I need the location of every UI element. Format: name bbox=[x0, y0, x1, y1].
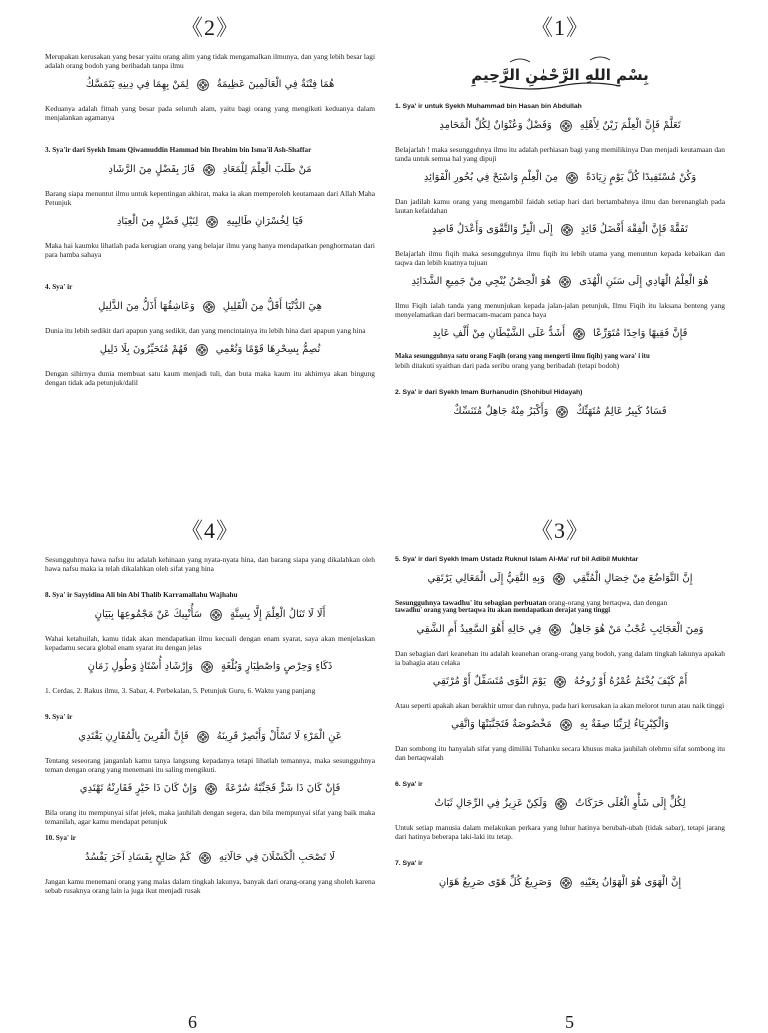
translation: Dunia itu lebih sedikit dari apapun yang sedikit, dan yang mencintainya itu lebih hina dari apapun yang hina bbox=[45, 326, 366, 335]
arabic-verse bbox=[45, 780, 375, 798]
verse-separator-icon bbox=[197, 79, 209, 91]
arabic-verse bbox=[45, 606, 375, 624]
verse-first-half: هِيَ الدُّنْيَا أَقَلُّ مِنَ الْقَلِيلِ bbox=[222, 301, 322, 312]
verse-second-half: وَلَكِنْ عَزِيزٌ فِي الرِّجَالِ ثَبَاتُ bbox=[434, 798, 548, 809]
verse-second-half: وَإِنْ كَانَ ذَا خَيْرٍ فَقَارِنْهُ تَهْتَدِي bbox=[79, 783, 198, 794]
section-heading: 4. Sya' ir bbox=[45, 283, 73, 291]
translation: Atau seperti apakah akan berakhir umur dan ruhnya, pada hari kerusakan ia akan melorot turun atau naik tinggi bbox=[395, 701, 725, 710]
arabic-verse bbox=[45, 658, 375, 676]
verse-first-half: مَنْ طَلَبَ الْعِلْمَ لِلْمَعَادِ bbox=[222, 164, 312, 175]
arabic-verse bbox=[395, 570, 725, 588]
section-heading: 3. Sya'ir dari Syekh Imam Qiwamuddin Hammad bin Ibrahim bin Isma'il Ash-Shaffar bbox=[45, 146, 312, 154]
verse-first-half: ذَكَاءٍ وَحِرْصٍ وَاصْطِبَارٍ وَبُلْغَةٍ bbox=[220, 661, 333, 672]
verse-separator-icon bbox=[560, 719, 572, 731]
page-1 bbox=[395, 14, 725, 431]
translation: Untuk setiap manusia dalam melakukan perkara yang luhur hatinya berubah-ubah (tidak sabar), tetapi jarang dari hatinya beberapa laki-laki itu tetap. bbox=[395, 823, 725, 841]
page-number-partial: 6 bbox=[188, 1012, 197, 1032]
section-heading: 1. Sya' ir untuk Syekh Muhammad bin Hasan bin Abdullah bbox=[395, 103, 582, 110]
verse-first-half: أَلَا لَا تَنَالُ الْعِلْمَ إِلَّا بِسِتَّةٍ bbox=[230, 609, 326, 620]
verse-separator-icon bbox=[560, 877, 572, 889]
verse-separator-icon bbox=[553, 573, 565, 585]
arabic-verse bbox=[45, 728, 375, 746]
translation: Dengan sihirnya dunia membuat satu kaum menjadi tuli, dan buta maka kaum itu akhirnya akan bingung dengan tidak ada petunjuk/dalil bbox=[45, 369, 375, 387]
verse-first-half: وَالْكِبْرِيَاءُ لِرَبِّنَا صِفَةٌ بِهِ bbox=[579, 719, 669, 730]
verse-first-half: تَفَقَّهْ فَإِنَّ الْفِقْهَ أَفْضَلُ قَائِدٍ bbox=[580, 224, 688, 235]
verse-first-half: تُصِمُّ بِسِحْرِهَا قَوْمًا وَتُعْمِي bbox=[215, 344, 321, 355]
verse-second-half: فِي حَالِهِ أَهُوَ السَّعِيدُ أَمِ الشَّقِي bbox=[416, 624, 542, 635]
verse-first-half: تَعَلَّمْ فَإِنَّ الْعِلْمَ زَيْنٌ لِأَهْلِهِ bbox=[579, 120, 681, 131]
section-heading: 9. Sya' ir bbox=[45, 713, 73, 721]
verse-separator-icon bbox=[205, 783, 217, 795]
arabic-verse bbox=[395, 117, 725, 135]
page-number: 《2》 bbox=[180, 15, 239, 40]
verse-separator-icon bbox=[199, 852, 211, 864]
translation-bold: Sesungguhnya tawadhu' itu sebagian perbuatan bbox=[395, 598, 547, 607]
verse-separator-icon bbox=[201, 661, 213, 673]
translation-bold: tawadhu' orang yang bertaqwa itu akan mendapatkan derajat yang tinggi bbox=[395, 607, 611, 614]
verse-separator-icon bbox=[197, 731, 209, 743]
translation: Ilmu Fiqih ialah tanda yang menunjukan kepada jalan-jalan petunjuk, Ilmu Fiqih itu laksana benteng yang menyelamatkan dari bermacam-macam panca baya bbox=[395, 301, 725, 319]
verse-separator-icon bbox=[566, 172, 578, 184]
basmala-calligraphy-icon bbox=[471, 52, 649, 94]
verse-first-half: وَمِنَ الْعَجَائِبِ عُجْبُ مَنْ هُوَ جَاهِلٌ bbox=[569, 624, 704, 635]
verse-second-half: كَمْ صَالِحٍ بِفَسَادِ آخَرَ يَفْسُدُ bbox=[85, 852, 192, 863]
verse-first-half: فَسَادٌ كَبِيرٌ عَالِمٌ مُتَهَتِّكٌ bbox=[576, 406, 667, 417]
verse-separator-icon bbox=[196, 344, 208, 356]
translation: Bila orang itu mempunyai sifat jelek, maka jauhilah dengan segera, dan bila mempunyai sifat yang baik maka temanilah, agar kamu mendapat petunjuk bbox=[45, 808, 375, 826]
verse-first-half: هُمَا فِتْنَةٌ فِي الْعَالَمِينَ عَظِيمَةٌ bbox=[216, 79, 335, 90]
arabic-verse bbox=[395, 673, 725, 691]
section-heading: 7. Sya' ir bbox=[395, 860, 423, 867]
verse-second-half: مِنَ الْعِلْمِ وَاسْبَحْ فِي بُحُورِ الْفَوَائِدِ bbox=[423, 172, 558, 183]
arabic-verse bbox=[395, 325, 725, 343]
translation: 1. Cerdas, 2. Rakus ilmu, 3. Sabar, 4. Perbekalan, 5. Petunjuk Guru, 6. Waktu yang panjang bbox=[45, 686, 316, 695]
section-heading: 6. Sya' ir bbox=[395, 781, 423, 788]
arabic-verse bbox=[395, 716, 725, 734]
verse-first-half: عَنِ الْمَرْءِ لَا تَسْأَلْ وَأَبْصِرْ قَرِينَهُ bbox=[216, 731, 342, 742]
arabic-verse bbox=[45, 161, 375, 179]
verse-second-half: إِلَى الْبِرِّ وَالتَّقْوَى وَأَعْدَلُ قَاصِدٍ bbox=[432, 224, 553, 235]
page-2 bbox=[45, 14, 375, 391]
page-4 bbox=[45, 517, 375, 899]
verse-second-half: لِمَنْ بِهِمَا فِي دِينِهِ يَتَمَسَّكُ bbox=[85, 79, 189, 90]
translation: Tentang seseorang janganlah kamu tanya langsung kepadanya tetapi lihatlah temannya, maka sesungguhnya teman dengan orang yang menemani itu saling mengikuti. bbox=[45, 756, 375, 774]
verse-separator-icon bbox=[556, 406, 568, 418]
translation: Belajarlah ilmu fiqih maka sesungguhnya ilmu fiqih itu lebih utama yang menuntun kepada kebaikan dan taqwa dan lebih kuatnya tujuan bbox=[395, 249, 725, 267]
basmala-calligraphy bbox=[395, 52, 725, 94]
verse-second-half: فَهُمْ مُتَحَيِّرُونَ بِلَا دَلِيلِ bbox=[99, 344, 188, 355]
section-heading: 10. Sya' ir bbox=[45, 834, 76, 842]
verse-second-half: وَعَاشِقُهَا أَذَلُّ مِنَ الذَّلِيلِ bbox=[98, 301, 195, 312]
basmala-text: بِسْمِ اللهِ الرَّحْمٰنِ الرَّحِيمِ bbox=[471, 66, 649, 84]
verse-first-half: وَكُنْ مُسْتَفِيدًا كُلَّ يَوْمٍ زِيَادَةً bbox=[586, 172, 697, 183]
arabic-verse bbox=[395, 874, 725, 892]
verse-first-half: فَيَا لِخُسْرَانِ طَالِبِيهِ bbox=[226, 216, 304, 227]
verse-second-half: لِنَيْلِ فَضْلٍ مِنَ الْعِبَادِ bbox=[116, 216, 199, 227]
verse-separator-icon bbox=[554, 676, 566, 688]
verse-first-half: إِنَّ التَّوَاضُعَ مِنْ خِصَالِ الْمُتَّقِي bbox=[572, 573, 693, 584]
arabic-verse bbox=[45, 849, 375, 867]
translation-regular: orang-orang yang bertaqwa, dan dengan bbox=[548, 598, 668, 607]
verse-separator-icon bbox=[203, 164, 215, 176]
arabic-verse bbox=[395, 169, 725, 187]
verse-separator-icon bbox=[561, 224, 573, 236]
arabic-verse bbox=[395, 621, 725, 639]
paragraph: Merupakan kerusakan yang besar yaitu orang alim yang tidak mengamalkan ilmunya, dan yang lebih besar lagi adalah orang bodoh yang beribadah tanpa ilmu bbox=[45, 52, 375, 70]
arabic-verse bbox=[45, 341, 375, 359]
section-heading: 8. Sya' ir Sayyidina Ali bin Abi Thalib Karramallahu Wajhahu bbox=[45, 591, 238, 599]
verse-separator-icon bbox=[560, 120, 572, 132]
translation: Dan sombong itu hanyalah sifat yang dimiliki Tuhanku secara khusus maka jauhilah olehmu sifat sombong itu dan bertaqwalah bbox=[395, 744, 725, 762]
verse-second-half: وَبِهِ التَّقِيُّ إِلَى الْمَعَالِي يَرْتَقِي bbox=[427, 573, 545, 584]
verse-separator-icon bbox=[559, 276, 571, 288]
translation: Dan sebagian dari keanehan itu adalah keanehan orang-orang yang bodoh, yang dalam tingkah lakunya apakah ia bahagia atau celaka bbox=[395, 649, 725, 667]
arabic-verse bbox=[45, 298, 375, 316]
translation: Dan jadilah kamu orang yang mengambil faidah setiap hari dari bertambahnya ilmu dan berenanglah pada lautan kefaidahan bbox=[395, 197, 725, 215]
verse-first-half: فَإِنَّ فَقِيهًا وَاحِدًا مُتَوَرِّعًا bbox=[593, 328, 688, 339]
translation bbox=[395, 598, 725, 607]
arabic-verse bbox=[45, 213, 375, 231]
verse-second-half: فَإِنَّ الْقَرِينَ بِالْمُقَارِنِ يَقْتَدِي bbox=[78, 731, 189, 742]
section-heading: 2. Sya' ir dari Syekh Imam Burhanudin (Shohibul Hidayah) bbox=[395, 389, 583, 396]
verse-first-half: هُوَ الْعِلْمُ الْهَادِي إِلَى سَنَنِ الْهُدَى bbox=[579, 276, 709, 287]
verse-separator-icon bbox=[206, 216, 218, 228]
arabic-verse bbox=[395, 221, 725, 239]
arabic-verse bbox=[395, 273, 725, 291]
translation: Belajarlah ! maka sesungguhnya ilmu itu adalah perhiasan bagi yang memilikinya Dan menjadi keutamaan dan tanda untuk semua hal yang dipuji bbox=[395, 145, 725, 163]
verse-first-half: أَمْ كَيْفَ يُخْتَمُ عُمْرُهُ أَوْ رُوحُهُ bbox=[574, 676, 688, 687]
verse-first-half: فَإِنْ كَانَ ذَا شَرٍّ فَجَنِّبْهُ سُرْعَةً bbox=[225, 783, 341, 794]
verse-second-half: يَوْمَ النَّوَى مُتَسَفِّلٌ أَوْ مُرْتَقِي bbox=[432, 676, 547, 687]
verse-second-half: هُوَ الْحِصْنُ يُنْجِي مِنْ جَمِيعِ الشَّدَائِدِ bbox=[411, 276, 552, 287]
translation: Barang siapa menuntut ilmu untuk kepentingan akhirat, maka ia akan memperoleh keutamaan dari Allah Maha Petunjuk bbox=[45, 189, 375, 207]
page-number: 《4》 bbox=[180, 518, 239, 543]
translation: Maka hai kaumku lihatlah pada kerugian orang yang belajar ilmu yang hanya mendapatkan penghormatan dari para hamba sahaya bbox=[45, 241, 375, 259]
verse-separator-icon bbox=[210, 609, 222, 621]
paragraph: Sesungguhnya hawa nafsu itu adalah kehinaan yang nyata-nyata hina, dan barang siapa yang dikalahkan oleh hawa nafsu maka ia telah dikalahkan oleh sifat yang hina bbox=[45, 555, 375, 573]
page-number: 《1》 bbox=[530, 15, 589, 40]
arabic-verse bbox=[395, 403, 725, 421]
verse-second-half: وَصَرِيعُ كُلِّ هَوًى صَرِيعُ هَوَانِ bbox=[438, 877, 552, 888]
arabic-verse bbox=[45, 76, 375, 94]
verse-first-half: لِكُلٍّ إِلَى شَأْوِ الْعُلَى حَرَكَاتٌ bbox=[575, 798, 686, 809]
verse-separator-icon bbox=[549, 624, 561, 636]
page-number-partial: 5 bbox=[565, 1012, 574, 1032]
verse-separator-icon bbox=[555, 798, 567, 810]
arabic-verse bbox=[395, 795, 725, 813]
page-number: 《3》 bbox=[530, 518, 589, 543]
verse-first-half: لَا تَصْحَبِ الْكَسْلَانَ فِي حَالَاتِهِ bbox=[219, 852, 335, 863]
verse-second-half: وَفَضْلٌ وَعُنْوَانٌ لِكُلِّ الْمَحَامِدِ bbox=[439, 120, 552, 131]
verse-second-half: فَازَ بِفَضْلٍ مِنَ الرَّشَادِ bbox=[108, 164, 195, 175]
verse-second-half: سَأُنْبِيكَ عَنْ مَجْمُوعِهَا بِبَيَانٍ bbox=[94, 609, 203, 620]
verse-separator-icon bbox=[573, 328, 585, 340]
verse-second-half: وَإِرْشَادِ أُسْتَاذٍ وَطُولِ زَمَانٍ bbox=[87, 661, 193, 672]
translation: lebih ditakuti syaithan dari pada seribu orang yang beribadah (tetapi bodoh) bbox=[395, 361, 620, 370]
verse-second-half: مَخْصُوصَةٌ فَتَجَنَّبَنْهَا وَاتَّقِي bbox=[451, 719, 552, 730]
verse-second-half: أَشَدُّ عَلَى الشَّيْطَانِ مِنْ أَلْفِ عَابِدِ bbox=[432, 328, 566, 339]
verse-second-half: وَأَكْبَرُ مِنْهُ جَاهِلٌ مُتَنَسِّكٌ bbox=[453, 406, 549, 417]
verse-separator-icon bbox=[203, 301, 215, 313]
page-3 bbox=[395, 517, 725, 902]
section-heading: 5. Sya' ir dari Syekh Imam Ustadz Ruknul Islam Al-Ma' ruf bil Adibil Mukhtar bbox=[395, 556, 639, 563]
translation: Jangan kamu menemani orang yang malas dalam tingkah lakunya, banyak dari orang-orang yang sholeh karena sebab rusaknya orang lain ia juga ikut menjadi rusak bbox=[45, 877, 375, 895]
translation: Wahai ketahuilah, kamu tidak akan mendapatkan ilmu kecuali dengan enam syarat, saya akan menjelaskan kepadamu secara global enam syarat itu dengan jelas bbox=[45, 634, 375, 652]
verse-first-half: إِنَّ الْهَوَى هُوَ الْهَوَانُ بِعَيْنِهِ bbox=[579, 877, 682, 888]
translation: Keduanya adalah fitnah yang besar pada seluruh alam, yaitu bagi orang yang mengikuti keduanya dalam menjalankan agamanya bbox=[45, 104, 375, 122]
translation-bold: Maka sesungguhnya satu orang Faqih (orang yang mengerti ilmu fiqih) yang wara' i itu bbox=[395, 353, 650, 360]
